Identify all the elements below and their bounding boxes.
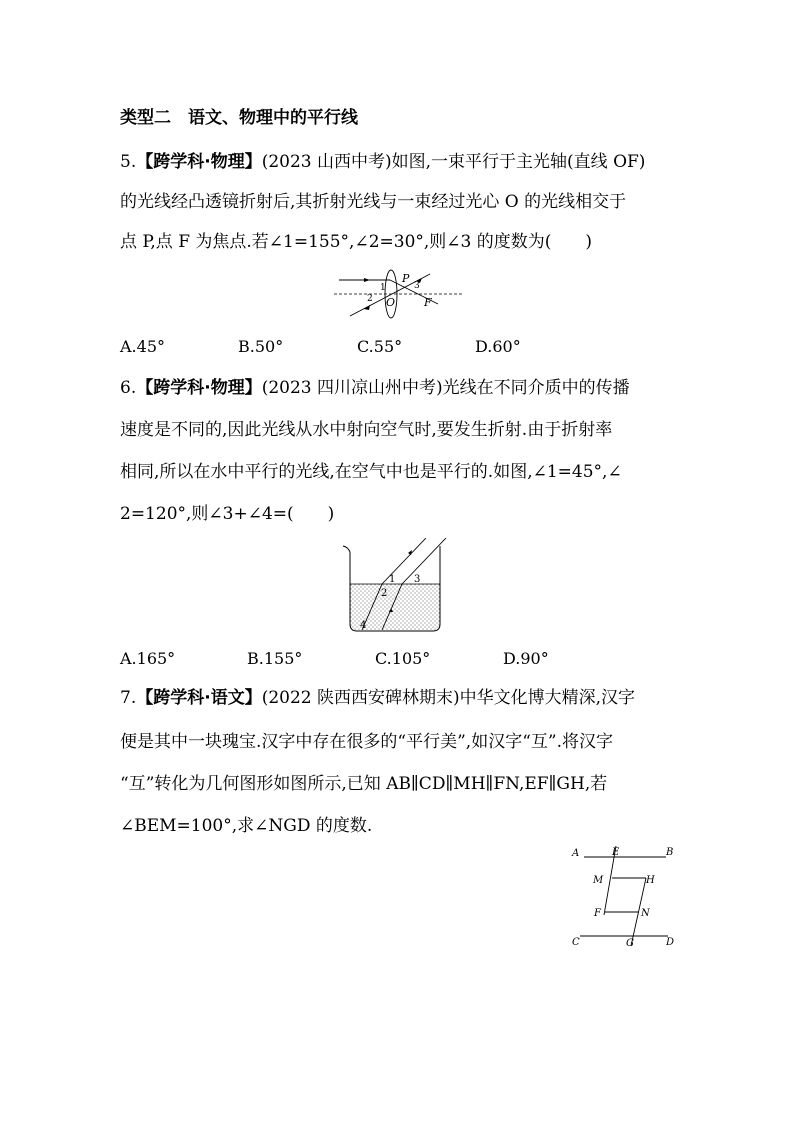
label-n: N	[641, 908, 650, 919]
q6-number: 6.	[120, 378, 137, 398]
q5-option-b[interactable]: B.50°	[238, 337, 284, 356]
label-d: D	[666, 937, 675, 948]
q5-line-3: 点 P,点 F 为焦点.若∠1=155°,∠2=30°,则∠3 的度数为( )	[120, 232, 593, 252]
label-angle-4: 4	[360, 620, 367, 631]
q6-line-3: 相同,所以在水中平行的光线,在空气中也是平行的.如图,∠1=45°,∠	[120, 462, 622, 482]
arrow-1	[408, 550, 412, 555]
label-angle-1: 1	[389, 574, 396, 585]
section-title: 类型二 语文、物理中的平行线	[120, 108, 358, 128]
q7-line-4: ∠BEM=100°,求∠NGD 的度数.	[120, 816, 373, 836]
q7-hu-figure	[566, 842, 682, 952]
q5-option-c[interactable]: C.55°	[357, 337, 403, 356]
arrow-2	[364, 305, 370, 310]
q6-option-c[interactable]: C.105°	[375, 649, 431, 668]
q5-line-2: 的光线经凸透镜折射后,其折射光线与一束经过光心 O 的光线相交于	[120, 192, 627, 212]
q7-line-1	[120, 686, 635, 710]
label-p: P	[402, 272, 410, 285]
label-angle-2: 2	[367, 294, 373, 304]
q5-line-1	[120, 150, 645, 174]
label-angle-2: 2	[381, 588, 388, 599]
label-h: H	[646, 875, 655, 886]
label-c: C	[572, 937, 580, 948]
q6-text-1: (2023 四川凉山州中考)光线在不同介质中的传播	[261, 378, 630, 398]
q6-option-a[interactable]: A.165°	[120, 649, 176, 668]
q6-beaker-figure	[340, 538, 450, 636]
label-m: M	[593, 875, 604, 886]
label-f: F	[594, 908, 601, 919]
label-angle-3: 3	[414, 281, 420, 291]
q5-option-d[interactable]: D.60°	[475, 337, 521, 356]
q6-option-b[interactable]: B.155°	[247, 649, 303, 668]
q7-tag: 【跨学科·语文】	[136, 688, 262, 708]
q6-line-2: 速度是不同的,因此光线从水中射向空气时,要发生折射.由于折射率	[120, 420, 613, 440]
q7-text-1: (2022 陕西西安碑林期末)中华文化博大精深,汉字	[261, 688, 636, 708]
q6-line-1	[120, 376, 630, 400]
q6-tag: 【跨学科·物理】	[136, 378, 262, 398]
label-a: A	[572, 848, 580, 859]
q7-number: 7.	[120, 688, 137, 708]
q6-line-4: 2=120°,则∠3+∠4=( )	[120, 504, 335, 524]
ray-2-air	[402, 538, 446, 584]
q7-line-3: “互”转化为几何图形如图所示,已知 AB∥CD∥MH∥FN,EF∥GH,若	[120, 774, 608, 794]
q7-line-2: 便是其中一块瑰宝.汉字中存在很多的“平行美”,如汉字“互”.将汉字	[120, 732, 613, 752]
q5-option-a[interactable]: A.45°	[120, 337, 165, 356]
q5-tag: 【跨学科·物理】	[136, 152, 262, 172]
label-angle-3: 3	[414, 574, 421, 585]
q6-option-d[interactable]: D.90°	[503, 649, 549, 668]
label-f: F	[424, 296, 432, 309]
label-e: E	[612, 847, 620, 858]
label-b: B	[666, 847, 674, 858]
label-o: O	[386, 296, 396, 309]
q5-number: 5.	[120, 152, 137, 172]
label-g: G	[626, 938, 634, 949]
q5-text-1: (2023 山西中考)如图,一束平行于主光轴(直线 OF)	[261, 152, 646, 172]
q5-lens-figure	[334, 268, 464, 320]
arrow-1	[364, 278, 370, 282]
label-angle-1: 1	[380, 283, 386, 293]
